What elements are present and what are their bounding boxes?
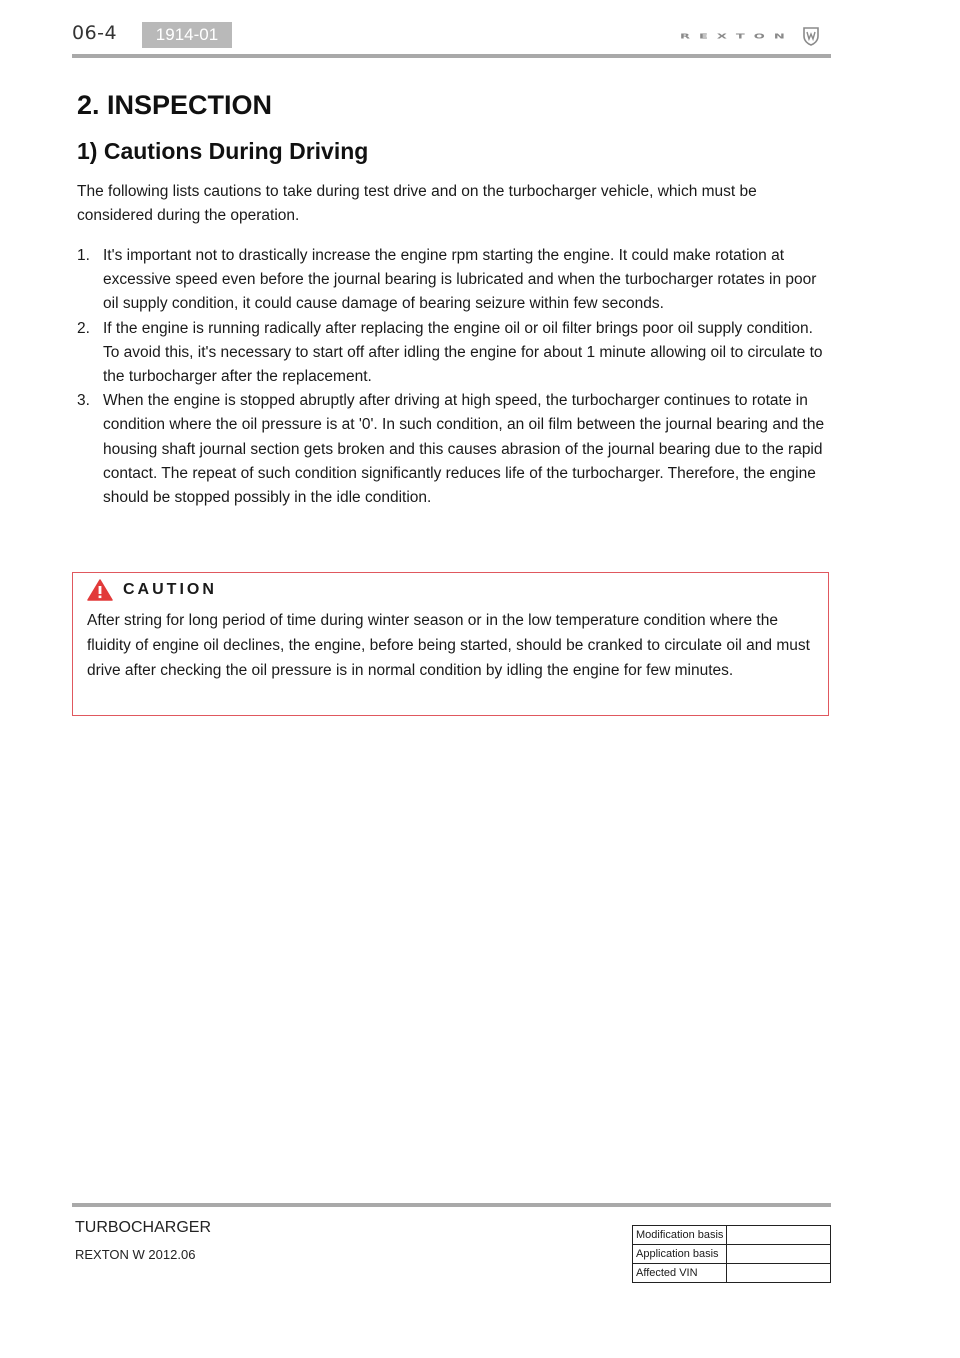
warning-triangle-icon <box>87 579 113 601</box>
list-item-text: It's important not to drastically increase the engine rpm starting the engine. It could make rotation at excessive speed even before the journal bearing is lubricated and when the turbocharger rotates in poor oil supply condition, it could cause damage of bearing seizure within few seconds. <box>103 247 817 313</box>
revision-info-table <box>632 1225 831 1283</box>
brand-wordmark: REXTON <box>680 31 794 41</box>
list-item-number: 3. <box>77 392 90 410</box>
table-cell-value <box>727 1245 831 1264</box>
list-item-text: When the engine is stopped abruptly after driving at high speed, the turbocharger continues to rotate in condition where the oil pressure is at '0'. In such condition, an oil film between the journal bearing and the housing shaft journal section gets broken and this causes abrasion of the journal bearing due to the rapid contact. The repeat of such condition significantly reduces life of the turbocharger. Therefore, the engine should be stopped possibly in the idle condition. <box>103 392 825 507</box>
subsection-title: 1) Cautions During Driving <box>77 138 369 164</box>
intro-paragraph: The following lists cautions to take during test drive and on the turbocharger vehicle, which must be considered during the operation. <box>77 183 757 224</box>
list-item <box>77 244 832 317</box>
list-item-number: 1. <box>77 247 90 264</box>
caution-box <box>72 572 829 716</box>
list-item-text: If the engine is running radically after replacing the engine oil or oil filter brings poor oil supply condition. To avoid this, it's necessary to start off after idling the engine for about 1 minute allowing oil to circulate to the turbocharger after the replacement. <box>103 319 823 386</box>
table-cell-label: Modification basis <box>633 1226 727 1245</box>
brand-logo <box>680 24 820 48</box>
table-cell-label: Affected VIN <box>633 1264 727 1283</box>
document-code-badge: 1914-01 <box>142 22 232 48</box>
caution-text: After string for long period of time during winter season or in the low temperature condition where the fluidity of engine oil declines, the engine, before being started, should be cranked to circulate oil and must drive after checking the oil pressure is in normal condition by idling the engine for few minutes. <box>87 612 810 679</box>
table-row <box>633 1245 831 1264</box>
table-cell-label: Application basis <box>633 1245 727 1264</box>
header-rule <box>72 54 831 58</box>
list-item <box>77 389 832 510</box>
section-title: 2. INSPECTION <box>77 90 273 120</box>
cautions-list <box>77 244 832 510</box>
table-row <box>633 1226 831 1245</box>
footer-rule <box>72 1203 831 1207</box>
list-item-number: 2. <box>77 319 90 337</box>
table-cell-value <box>727 1226 831 1245</box>
list-item <box>77 317 832 390</box>
caution-title: CAUTION <box>123 581 217 598</box>
page-number: 06-4 <box>72 22 118 44</box>
table-row <box>633 1264 831 1283</box>
table-cell-value <box>727 1264 831 1283</box>
footer-title: TURBOCHARGER <box>75 1219 212 1236</box>
brand-emblem-icon <box>802 26 820 46</box>
caution-header <box>87 579 217 601</box>
footer-model: REXTON W 2012.06 <box>75 1247 196 1262</box>
